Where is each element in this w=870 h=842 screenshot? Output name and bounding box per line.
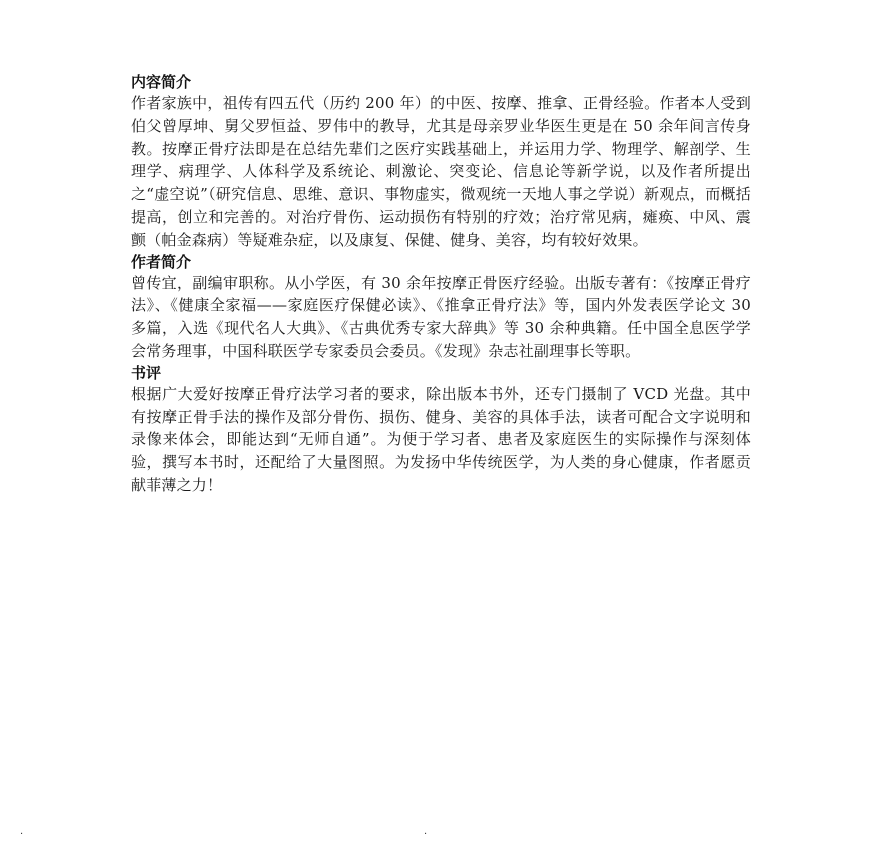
section-author-intro: [131, 252, 751, 363]
footer-mark-right: .: [424, 826, 428, 837]
footer-mark-left: .: [20, 826, 24, 837]
section-title: 书评: [131, 363, 162, 382]
section-title: 内容简介: [131, 73, 192, 91]
section-body: 作者家族中，祖传有四五代（历约 200 年）的中医、按摩、推拿、正骨经验。作者本人受到伯父曾厚坤、舅父罗恒益、罗伟中的教导，尤其是母亲罗业华医生更是在 50 余年间言传身教。按摩正骨疗法即是在总结先辈们之医疗实践基础上，并运用力学、物理学、解剖学、生理学、病理学、人体科学及系统论、刺激论、突变论、信息论等新学说，以及作者所提出之“虚空说”（研究信息、思维、意识、事物虚实，微观统一天地人事之学说）新观点，而概括提高，创立和完善的。对治疗骨伤、运动损伤有特别的疗效；治疗常见病，瘫痪、中风、震颤（帕金森病）等疑难杂症，以及康复、保健、健身、美容，均有较好效果。: [131, 94, 751, 249]
section-content-intro: [131, 72, 751, 252]
section-body: 曾传宜，副编审职称。从小学医，有 30 余年按摩正骨医疗经验。出版专著有：《按摩正骨疗法》、《健康全家福——家庭医疗保健必读》、《推拿正骨疗法》等，国内外发表医学论文 30 多篇，入选《现代名人大典》、《古典优秀专家大辞典》等 30 余种典籍。任中国全息医学学会常务理事，中国科联医学专家委员会委员。《发现》杂志社副理事长等职。: [131, 273, 751, 360]
section-book-review: [131, 363, 751, 497]
section-body: 根据广大爱好按摩正骨疗法学习者的要求，除出版本书外，还专门摄制了 VCD 光盘。其中有按摩正骨手法的操作及部分骨伤、损伤、健身、美容的具体手法，读者可配合文字说明和录像来体会，即能达到“无师自通”。为便于学习者、患者及家庭医生的实际操作与深刻体验，撰写本书时，还配给了大量图照。为发扬中华传统医学，为人类的身心健康，作者愿贡献菲薄之力！: [131, 384, 751, 494]
document-content: [131, 72, 751, 497]
section-title: 作者简介: [131, 252, 192, 271]
